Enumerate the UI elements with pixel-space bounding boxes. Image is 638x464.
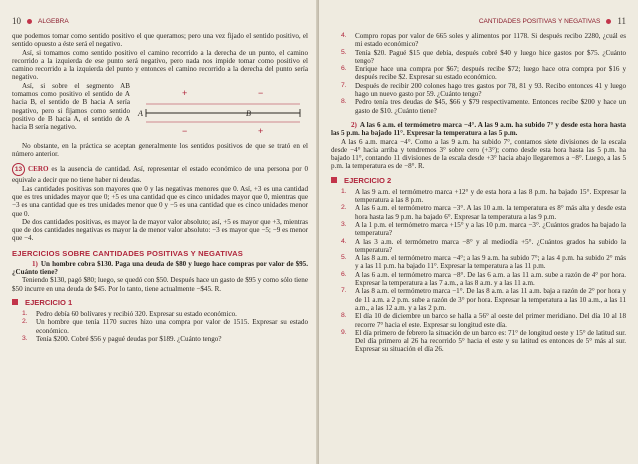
list-item [22, 310, 308, 318]
paragraph: No obstante, en la práctica se aceptan generalmente los sentidos positivos de que se trató en el número anterior. [12, 141, 308, 159]
item-number: 7. [341, 287, 347, 295]
item-text: Un hombre que tenía 1170 sucres hizo una compra por valor de 1515. Expresar su estado económico. [36, 318, 308, 335]
bullet-dot-icon [606, 19, 611, 24]
intro-paragraph: que podemos tomar como sentido positivo el que queramos; pero una vez fijado el sentido positivo, el sentido opuesto a éste será el negativo. [12, 32, 308, 49]
item-text: Después de recibir 200 colones hago tres gastos por 78, 81 y 93. Recibo entonces 41 y luego hago un nuevo gasto por 59. ¿Cuánto tengo? [355, 81, 626, 99]
bullet-dot-icon [27, 19, 32, 24]
segment-paragraph: Así, si sobre el segmento AB tomamos como positivo el sentido de A hacia B, el sentido de B hacia A sería negativo, pero si fijamos como sentido positivo de B hacia A, el sentido de A hacia B sería negativo. [12, 81, 130, 132]
exercise-title: EJERCICIO 2 [344, 175, 392, 185]
item-number: 3. [22, 334, 28, 342]
paragraph: Las cantidades positivas son mayores que 0 y las negativas menores que 0. Así, +3 es una cantidad que es tres unidades mayor que 0; +5 es una cantidad que es cinco unidades mayor que 0, mientras que −3 es una cantidad que es tres unidades menor que 0 y −5 es una cantidad que es cinco unidades menor que 0. [12, 184, 308, 218]
minus-sign-top-right: − [258, 87, 264, 98]
item-number: 4. [341, 237, 347, 245]
minus-sign-bottom-left: − [182, 125, 188, 136]
plus-sign-top-left: + [182, 87, 188, 98]
point-b-label: B [246, 108, 251, 118]
running-title: CANTIDADES POSITIVAS Y NEGATIVAS [478, 17, 601, 25]
item-number: 8. [341, 98, 347, 106]
item-text: A las 6 a.m. el termómetro marca −8°. De las 6 a.m. a las 11 a.m. sube a razón de 4° por hora. Expresar la temperatura a las 7 a.m., a las 8 a.m. y a las 11 a.m. [355, 270, 626, 288]
problem-solution: A las 6 a.m. marca −4°. Como a las 9 a.m. ha subido 7°, contamos siete divisiones de la escala desde −4° hacia arriba y tendremos 3° sobre cero (+3°); como desde esta hora hasta las 5 p.m. ha bajado 11°, contando 11 divisiones de la escala desde +3° hacia abajo llegaremos a −8°. Luego, a las 5 p.m. la temperatura es de −8°. R. [331, 137, 626, 171]
exercise-title: EJERCICIO 1 [25, 297, 73, 307]
problem-text: Un hombre cobra $130. Paga una deuda de $80 y luego hace compras por valor de $95. ¿Cuánto tiene? [12, 259, 308, 277]
item-text: Enrique hace una compra por $67; después recibe $72; luego hace otra compra por $16 y después recibe $2. Expresar su estado económico. [355, 65, 626, 82]
list-item [341, 188, 626, 205]
item-number: 2. [22, 318, 28, 326]
item-text: El día 10 de diciembre un barco se halla a 56° al oeste del primer meridiano. Del día 10 al 18 recorre 7° hacia el este. Expresar su longitud este día. [355, 312, 626, 329]
item-text: El día primero de febrero la situación de un barco es: 71° de longitud oeste y 15° de latitud sur. Del día primero al 26 ha recorrido 5° hacia el este y su latitud es entonces de 5° más al sur. Expresar su situación el día 26. [355, 328, 626, 354]
list-item [22, 335, 308, 343]
running-title: ALGEBRA [38, 17, 69, 25]
item-text: A las 3 a.m. el termómetro marca −8° y al mediodía +5°. ¿Cuántos grados ha subido la temperatura? [355, 237, 626, 254]
item-number: 8. [341, 312, 347, 320]
problem-text: A las 6 a.m. el termómetro marca −4°. A las 9 a.m. ha subido 7° y desde esta hora hasta las 5 p.m. ha bajado 11°. Expresar la temperatura a las 5 p.m. [331, 120, 626, 138]
cero-term: CERO [28, 165, 49, 174]
item-number: 1. [22, 309, 28, 317]
list-item [341, 329, 626, 354]
item-text: A las 6 a.m. el termómetro marca −3°. A las 10 a.m. la temperatura es 8° más alta y desde esta hora hasta las 9 p.m. ha bajado 6°. Expresar la temperatura a las 9 p.m. [355, 204, 626, 221]
item-text: A las 8 a.m. el termómetro marca −4°; a las 9 a.m. ha subido 7°; a las 4 p.m. ha subido 2° más y a las 11 p.m. ha bajado 11°. Expresar la temperatura a las 11 p.m. [355, 254, 626, 271]
segment-ab-diagram [134, 82, 310, 142]
list-item [341, 312, 626, 329]
exercise-heading [12, 298, 308, 307]
item-number: 5. [341, 254, 347, 262]
item-number: 6. [341, 270, 347, 278]
list-item [341, 98, 626, 115]
exercise-list [331, 188, 626, 354]
problem-solution: Teniendo $130, pagó $80; luego, se quedó con $50. Después hace un gasto de $95 y como sólo tiene $50 incurre en una deuda de $45. Por lo tanto, tiene actualmente −$45. R. [12, 276, 308, 293]
problem-statement [331, 121, 626, 138]
item-text: A las 9 a.m. el termómetro marca +12° y de esta hora a las 8 p.m. ha bajado 15°. Expresar la temperatura a las 8 p.m. [355, 187, 626, 205]
segment-block [12, 82, 308, 142]
list-item [341, 271, 626, 288]
item-number: 4. [341, 32, 347, 39]
list-item [341, 32, 626, 49]
right-page-header [331, 16, 626, 26]
list-item [341, 49, 626, 66]
paragraph: Así, si tomamos como sentido positivo el camino recorrido a la derecha de un punto, el camino recorrido a la izquierda de ese punto será negativo, pero nada nos impide tomar como positivo el camino recorrido a la izquierda del punto y entonces el camino recorrido a la derecha del punto sería negativo. [12, 48, 308, 82]
item-number: 7. [341, 81, 347, 89]
list-item [341, 82, 626, 99]
list-item [341, 238, 626, 255]
paragraph: De dos cantidades positivas, es mayor la de mayor valor absoluto; así, +5 es mayor que +3, mientras que de dos cantidades negativas es mayor la de menor valor absoluto: −3 es mayor que −5; −9 es menor que −4. [12, 217, 308, 243]
list-item [341, 254, 626, 271]
list-item [341, 204, 626, 221]
left-page-header [12, 16, 308, 26]
plus-sign-bottom-right: + [258, 125, 264, 136]
list-item [341, 221, 626, 238]
exercise-list [12, 310, 308, 343]
item-text: Pedro tenía tres deudas de $45, $66 y $79 respectivamente. Entonces recibe $200 y hace un gasto de $10. ¿Cuánto tiene? [355, 98, 626, 115]
item-number: 9. [341, 328, 347, 336]
item-number: 6. [341, 65, 347, 73]
item-text: A la 1 p.m. el termómetro marca +15° y a las 10 p.m. marca −3°. ¿Cuántos grados ha bajado la temperatura? [355, 220, 626, 238]
page-number: 10 [12, 16, 21, 26]
list-item [341, 65, 626, 82]
section-title: EJERCICIOS SOBRE CANTIDADES POSITIVAS Y NEGATIVAS [12, 248, 244, 258]
list-item [22, 318, 308, 335]
right-page [319, 0, 638, 464]
cero-definition: es la ausencia de cantidad. Así, representar el estado económico de una persona por 0 equivale a decir que no tiene haber ni deudas. [12, 165, 308, 185]
problem-statement [12, 260, 308, 277]
item-number: 5. [341, 48, 347, 56]
exercise-heading [331, 176, 626, 185]
problem-number: 1) [32, 259, 38, 268]
item-text: A las 8 a.m. el termómetro marca −1°. De las 8 a.m. a las 11 a.m. baja a razón de 2° por hora y de 11 a.m. a 2 p.m. sube a razón de 3° por hora. Expresar la temperatura a las 10 a.m., a las 11 a.m., a las 12 a.m. y a las 2 p.m. [355, 287, 626, 312]
item-text: Pedro debía 60 bolívares y recibió 320. Expresar su estado económico. [36, 309, 237, 318]
section-number-badge: 13 [12, 163, 25, 176]
item-text: Tenía $20. Pagué $15 que debía, después cobré $40 y luego hice gastos por $75. ¿Cuánto tengo? [355, 48, 626, 65]
square-bullet-icon [331, 177, 337, 183]
item-number: 3. [341, 220, 347, 228]
list-item [341, 287, 626, 312]
problem-number: 2) [351, 120, 357, 129]
page-number: 11 [617, 16, 626, 26]
item-number: 1. [341, 187, 347, 195]
item-number: 2. [341, 204, 347, 212]
cero-paragraph [12, 163, 308, 184]
point-a-label: A [138, 108, 143, 118]
item-text: Compro ropas por valor de 665 soles y alimentos por 1178. Si después recibo 2280, ¿cuál es mi estado económico? [355, 32, 626, 49]
square-bullet-icon [12, 299, 18, 305]
item-text: Tenía $200. Cobré $56 y pagué deudas por $189. ¿Cuánto tengo? [36, 334, 222, 343]
exercise-list-continued [331, 32, 626, 115]
